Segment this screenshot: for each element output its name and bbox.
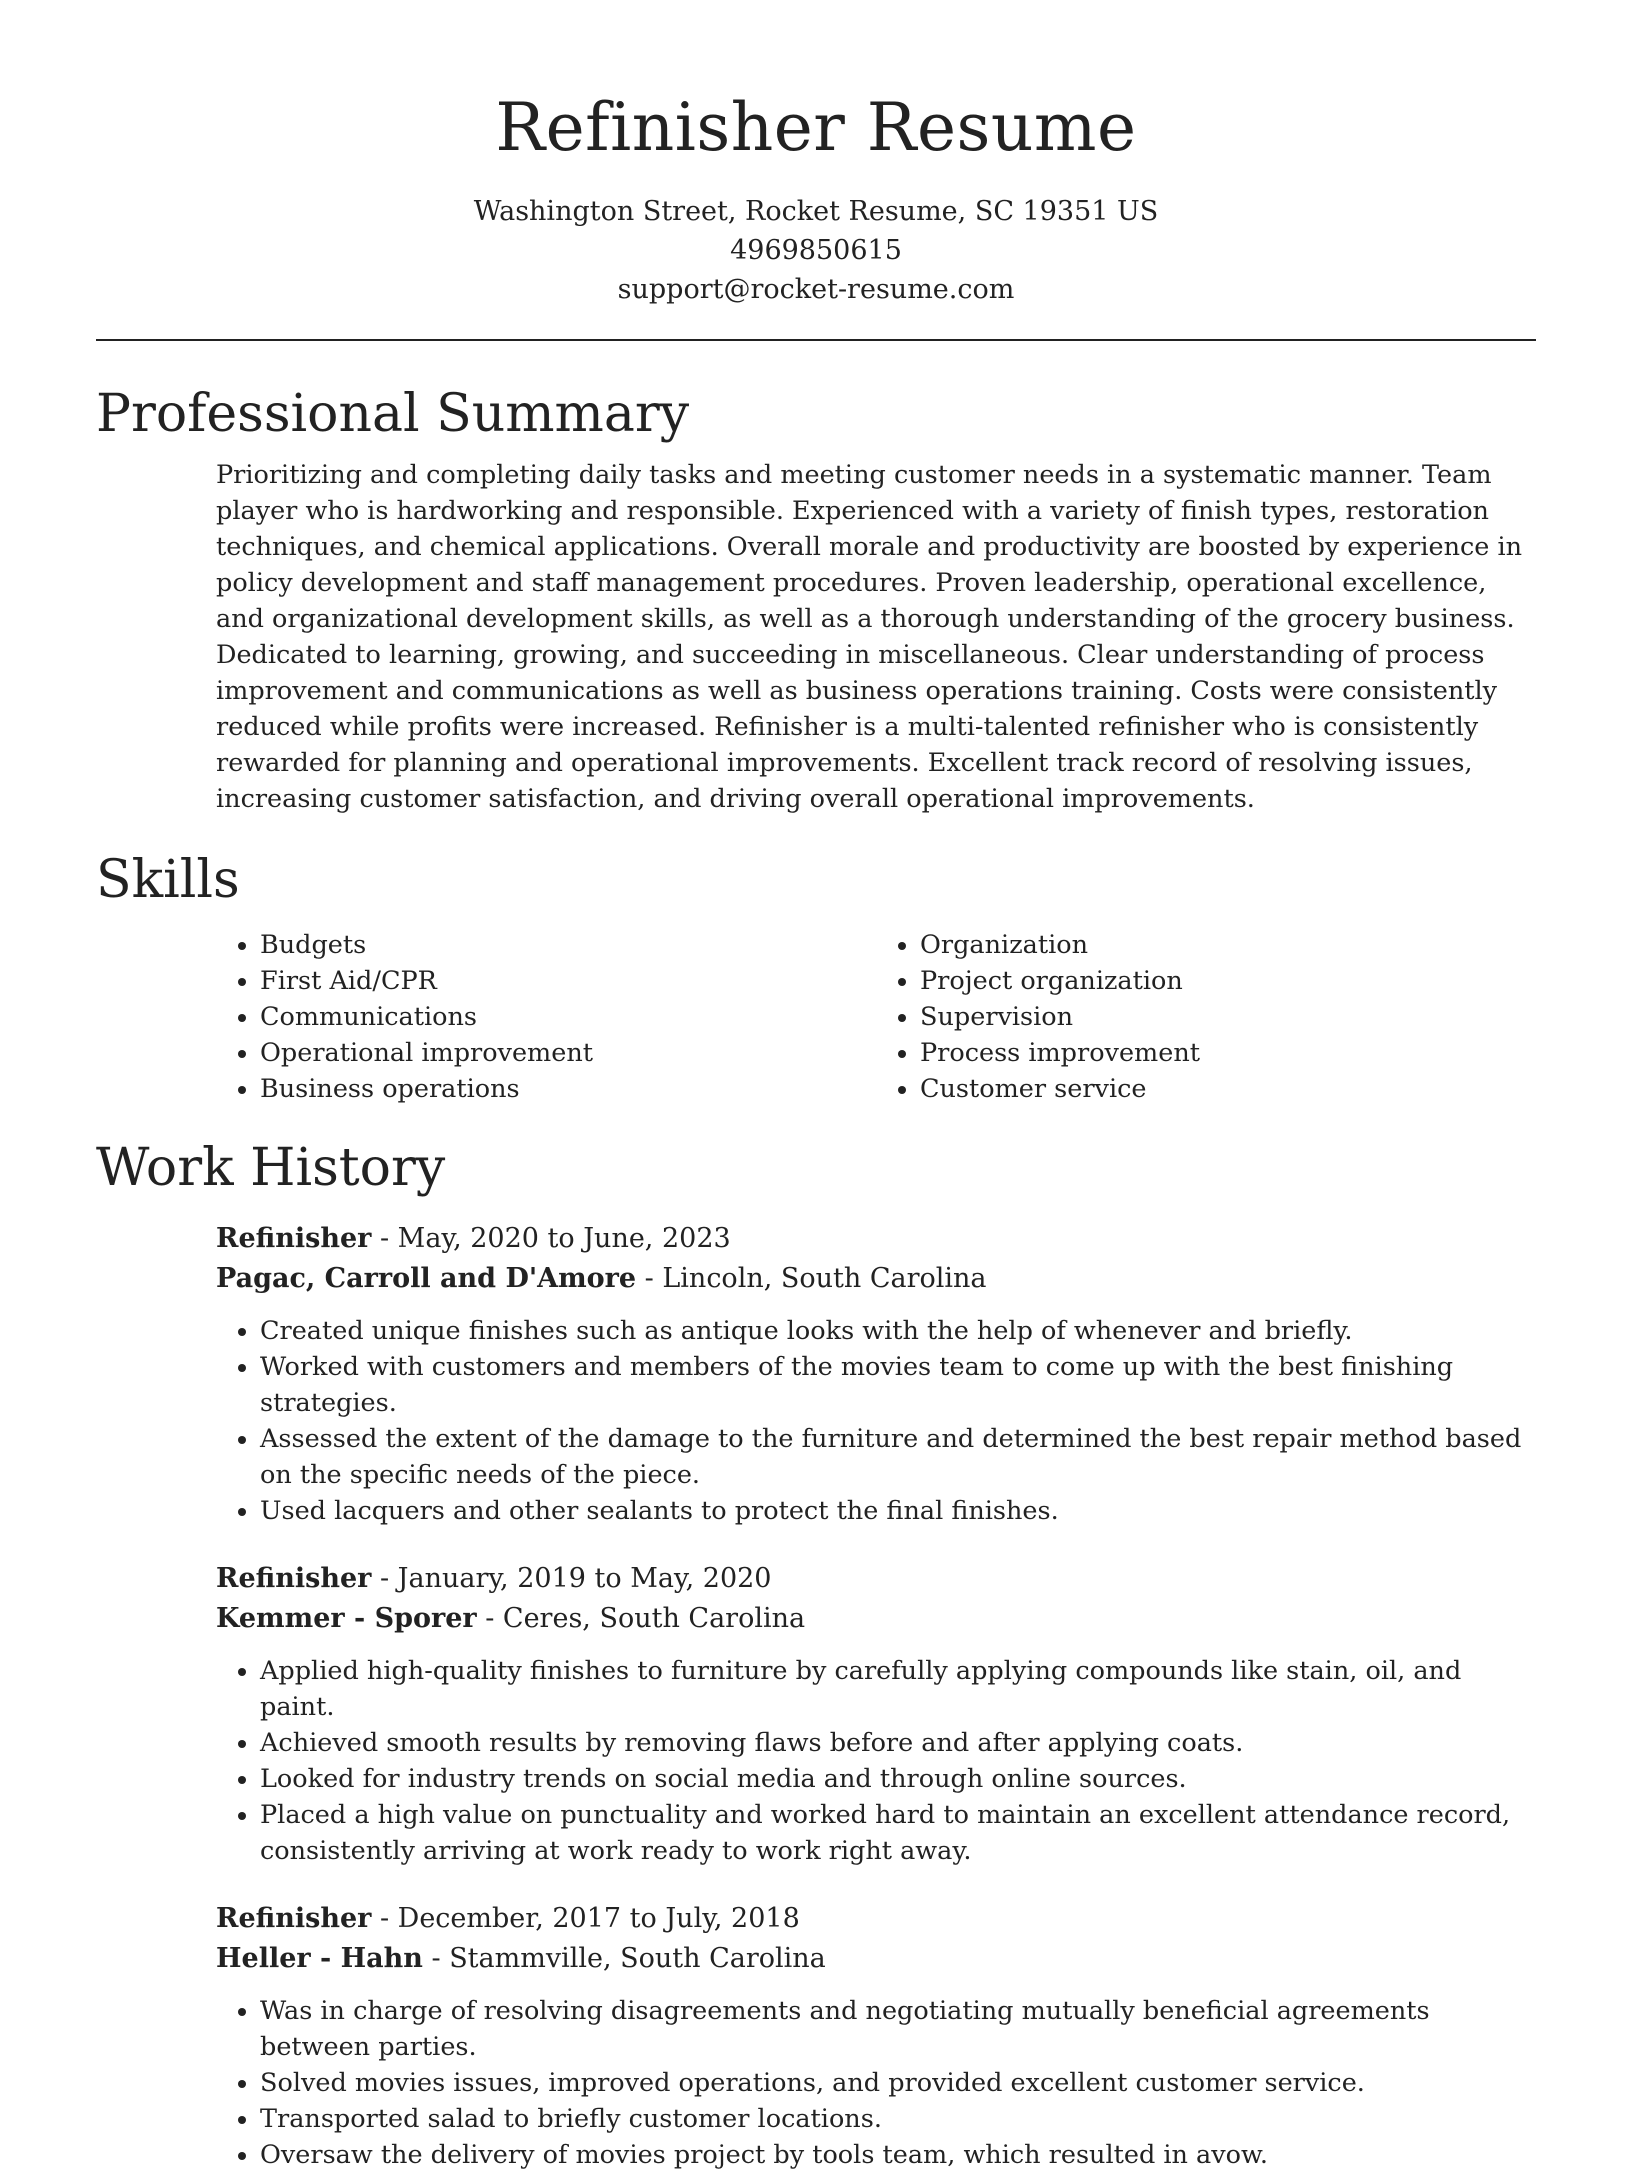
job-bullet: • Applied high-quality finishes to furniture by carefully applying compounds like stain, oil, and paint. [260, 1653, 1536, 1725]
job-entry [216, 1219, 1536, 1529]
job-title: Refinisher [216, 1223, 372, 1254]
resume-page [96, 0, 1536, 2173]
skill-item: • Budgets [260, 927, 876, 963]
skill-item: • Operational improvement [260, 1035, 876, 1071]
skill-item: • Communications [260, 999, 876, 1035]
job-company: Kemmer - Sporer [216, 1603, 477, 1634]
skill-item: • Supervision [920, 999, 1536, 1035]
job-bullets [216, 1653, 1536, 1869]
summary-section [96, 381, 1536, 817]
job-title-line: Refinisher - May, 2020 to June, 2023 [216, 1223, 731, 1254]
job-title: Refinisher [216, 1563, 372, 1594]
address: Washington Street, Rocket Resume, SC 19351 US [473, 196, 1159, 227]
work-history-heading: Work History [96, 1138, 446, 1198]
header-divider [96, 339, 1536, 341]
job-bullets [216, 1313, 1536, 1529]
job-bullet: • Created unique finishes such as antique looks with the help of whenever and briefly. [260, 1313, 1536, 1349]
summary-text: Prioritizing and completing daily tasks and meeting customer needs in a systematic manner. Team player who is hardworking and responsible. Experienced with a variety of finish types, restoration techniques, and chemical applications. Overall morale and productivity are boosted by experience in policy development and staff management procedures. Proven leadership, operational excellence, and organizational development skills, as well as a thorough understanding of the grocery business. Dedicated to learning, growing, and succeeding in miscellaneous. Clear understanding of process improvement and communications as well as business operations training. Costs were consistently reduced while profits were increased. Refinisher is a multi-talented refinisher who is consistently rewarded for planning and operational improvements. Excellent track record of resolving issues, increasing customer satisfaction, and driving overall operational improvements. [216, 460, 1523, 814]
contact-info [96, 192, 1536, 309]
job-bullet: • Achieved smooth results by removing flaws before and after applying coats. [260, 1725, 1536, 1761]
job-title: Refinisher [216, 1903, 372, 1934]
summary-heading: Professional Summary [96, 384, 690, 444]
job-dates: January, 2019 to May, 2020 [397, 1563, 772, 1594]
skills-section [96, 847, 1536, 1107]
job-company-line: Kemmer - Sporer - Ceres, South Carolina [216, 1603, 806, 1634]
job-company-line: Heller - Hahn - Stammville, South Carolina [216, 1943, 826, 1974]
job-title-line: Refinisher - December, 2017 to July, 2018 [216, 1903, 800, 1934]
job-dates: December, 2017 to July, 2018 [397, 1903, 800, 1934]
job-location: Lincoln, South Carolina [662, 1263, 987, 1294]
job-entry [216, 1899, 1536, 2173]
skills-heading: Skills [96, 850, 240, 910]
skill-item: • Organization [920, 927, 1536, 963]
skill-item: • Project organization [920, 963, 1536, 999]
job-entry [216, 1559, 1536, 1869]
job-dates: May, 2020 to June, 2023 [397, 1223, 731, 1254]
job-bullet: • Oversaw the delivery of movies project by tools team, which resulted in avow. [260, 2137, 1536, 2173]
job-bullet: • Transported salad to briefly customer locations. [260, 2101, 1536, 2137]
skill-item: • First Aid/CPR [260, 963, 876, 999]
skill-item: • Customer service [920, 1071, 1536, 1107]
email: support@rocket-resume.com [617, 274, 1015, 305]
work-history-section [96, 1135, 1536, 2173]
skills-column-right [876, 927, 1536, 1107]
job-bullet: • Was in charge of resolving disagreements and negotiating mutually beneficial agreements between parties. [260, 1993, 1536, 2065]
phone: 4969850615 [730, 235, 902, 266]
job-bullet: • Solved movies issues, improved operations, and provided excellent customer service. [260, 2065, 1536, 2101]
page-title: Refinisher Resume [495, 89, 1137, 166]
job-bullet: • Used lacquers and other sealants to protect the final finishes. [260, 1493, 1536, 1529]
skills-column-left [216, 927, 876, 1107]
job-bullet: • Assessed the extent of the damage to the furniture and determined the best repair method based on the specific needs of the piece. [260, 1421, 1536, 1493]
job-bullet: • Looked for industry trends on social media and through online sources. [260, 1761, 1536, 1797]
job-location: Ceres, South Carolina [502, 1603, 806, 1634]
skill-item: • Business operations [260, 1071, 876, 1107]
job-bullets [216, 1993, 1536, 2173]
job-location: Stammville, South Carolina [449, 1943, 826, 1974]
job-bullet: • Placed a high value on punctuality and worked hard to maintain an excellent attendance record, consistently arriving at work ready to work right away. [260, 1797, 1536, 1869]
job-company-line: Pagac, Carroll and D'Amore - Lincoln, South Carolina [216, 1263, 987, 1294]
job-company: Pagac, Carroll and D'Amore [216, 1263, 637, 1294]
skills-grid [216, 927, 1536, 1107]
job-company: Heller - Hahn [216, 1943, 423, 1974]
job-bullet: • Worked with customers and members of the movies team to come up with the best finishing strategies. [260, 1349, 1536, 1421]
skill-item: • Process improvement [920, 1035, 1536, 1071]
resume-header [96, 0, 1536, 309]
job-title-line: Refinisher - January, 2019 to May, 2020 [216, 1563, 772, 1594]
